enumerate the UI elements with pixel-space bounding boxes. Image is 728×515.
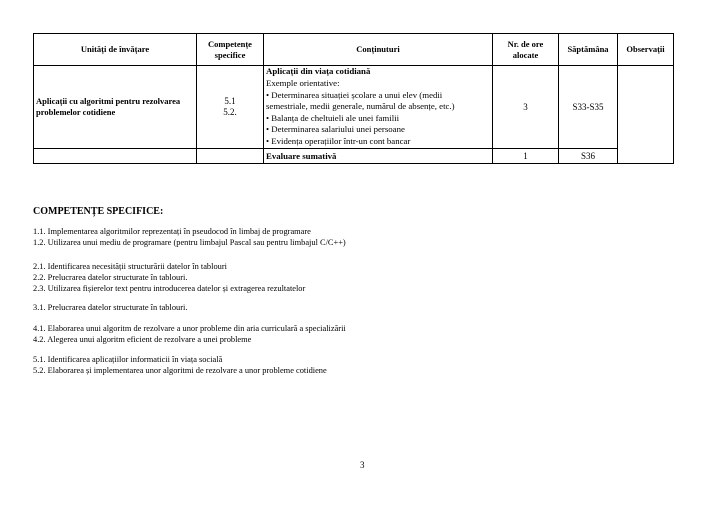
header-unit: Unități de învățare: [34, 34, 197, 66]
competences-cell-empty: [197, 149, 264, 164]
competence-item: 2.2. Prelucrarea datelor structurate în tablouri.: [33, 273, 188, 282]
evaluation-row: [34, 149, 674, 164]
competence-item: 3.1. Prelucrarea datelor structurate în tablouri.: [33, 303, 188, 312]
competence-code: 5.1: [224, 96, 236, 106]
specific-competences-title: COMPETENȚE SPECIFICE:: [33, 206, 164, 217]
hours-cell: 3: [493, 66, 559, 149]
content-line: • Determinarea situației școlare a unui elev (medii: [266, 89, 443, 100]
content-line: • Evidența operațiilor într-un cont bancar: [266, 135, 411, 146]
evaluation-hours: 1: [493, 149, 559, 164]
observations-cell: [618, 66, 674, 164]
evaluation-label: Evaluare sumativă: [264, 149, 493, 164]
content-line: semestriale, medii generale, numărul de absențe, etc.): [266, 101, 455, 112]
competence-item: 1.1. Implementarea algoritmilor reprezentați în pseudocod în limbaj de programare: [33, 227, 311, 236]
header-content: Conținuturi: [264, 34, 493, 66]
content-line: • Balanța de cheltuieli ale unei familii: [266, 112, 400, 123]
content-line: Exemple orientative:: [266, 78, 340, 89]
unit-cell-empty: [34, 149, 197, 164]
header-hours: Nr. de ore alocate: [493, 34, 559, 66]
curriculum-table: [33, 33, 674, 164]
content-cell: [264, 66, 493, 149]
unit-cell: Aplicații cu algoritmi pentru rezolvarea problemelor cotidiene: [34, 66, 197, 149]
competence-item: 1.2. Utilizarea unui mediu de programare (pentru limbajul Pascal sau pentru limbajul C/C++): [33, 238, 346, 247]
table-row: [34, 66, 674, 149]
content-line: • Determinarea salariului unei persoane: [266, 124, 405, 135]
competence-item: 2.1. Identificarea necesității structurării datelor în tablouri: [33, 262, 227, 271]
competences-cell: [197, 66, 264, 149]
evaluation-week: S36: [559, 149, 618, 164]
header-competences: Competențe specifice: [197, 34, 264, 66]
competence-item: 2.3. Utilizarea fișierelor text pentru introducerea datelor și extragerea rezultatelor: [33, 284, 306, 293]
page-number: 3: [360, 460, 365, 470]
table-header-row: [34, 34, 674, 66]
competence-item: 4.2. Alegerea unui algoritm eficient de rezolvare a unei probleme: [33, 335, 252, 344]
week-cell: S33-S35: [559, 66, 618, 149]
competence-code: 5.2.: [223, 107, 237, 117]
competence-item: 5.1. Identificarea aplicațiilor informaticii în viața socială: [33, 355, 223, 364]
header-observations: Observații: [618, 34, 674, 66]
header-week: Săptămâna: [559, 34, 618, 66]
content-title: Aplicații din viața cotidiană: [266, 66, 371, 77]
competence-item: 4.1. Elaborarea unui algoritm de rezolvare a unor probleme din aria curriculară a specializării: [33, 324, 346, 333]
competence-item: 5.2. Elaborarea și implementarea unor algoritmi de rezolvare a unor probleme cotidiene: [33, 366, 327, 375]
